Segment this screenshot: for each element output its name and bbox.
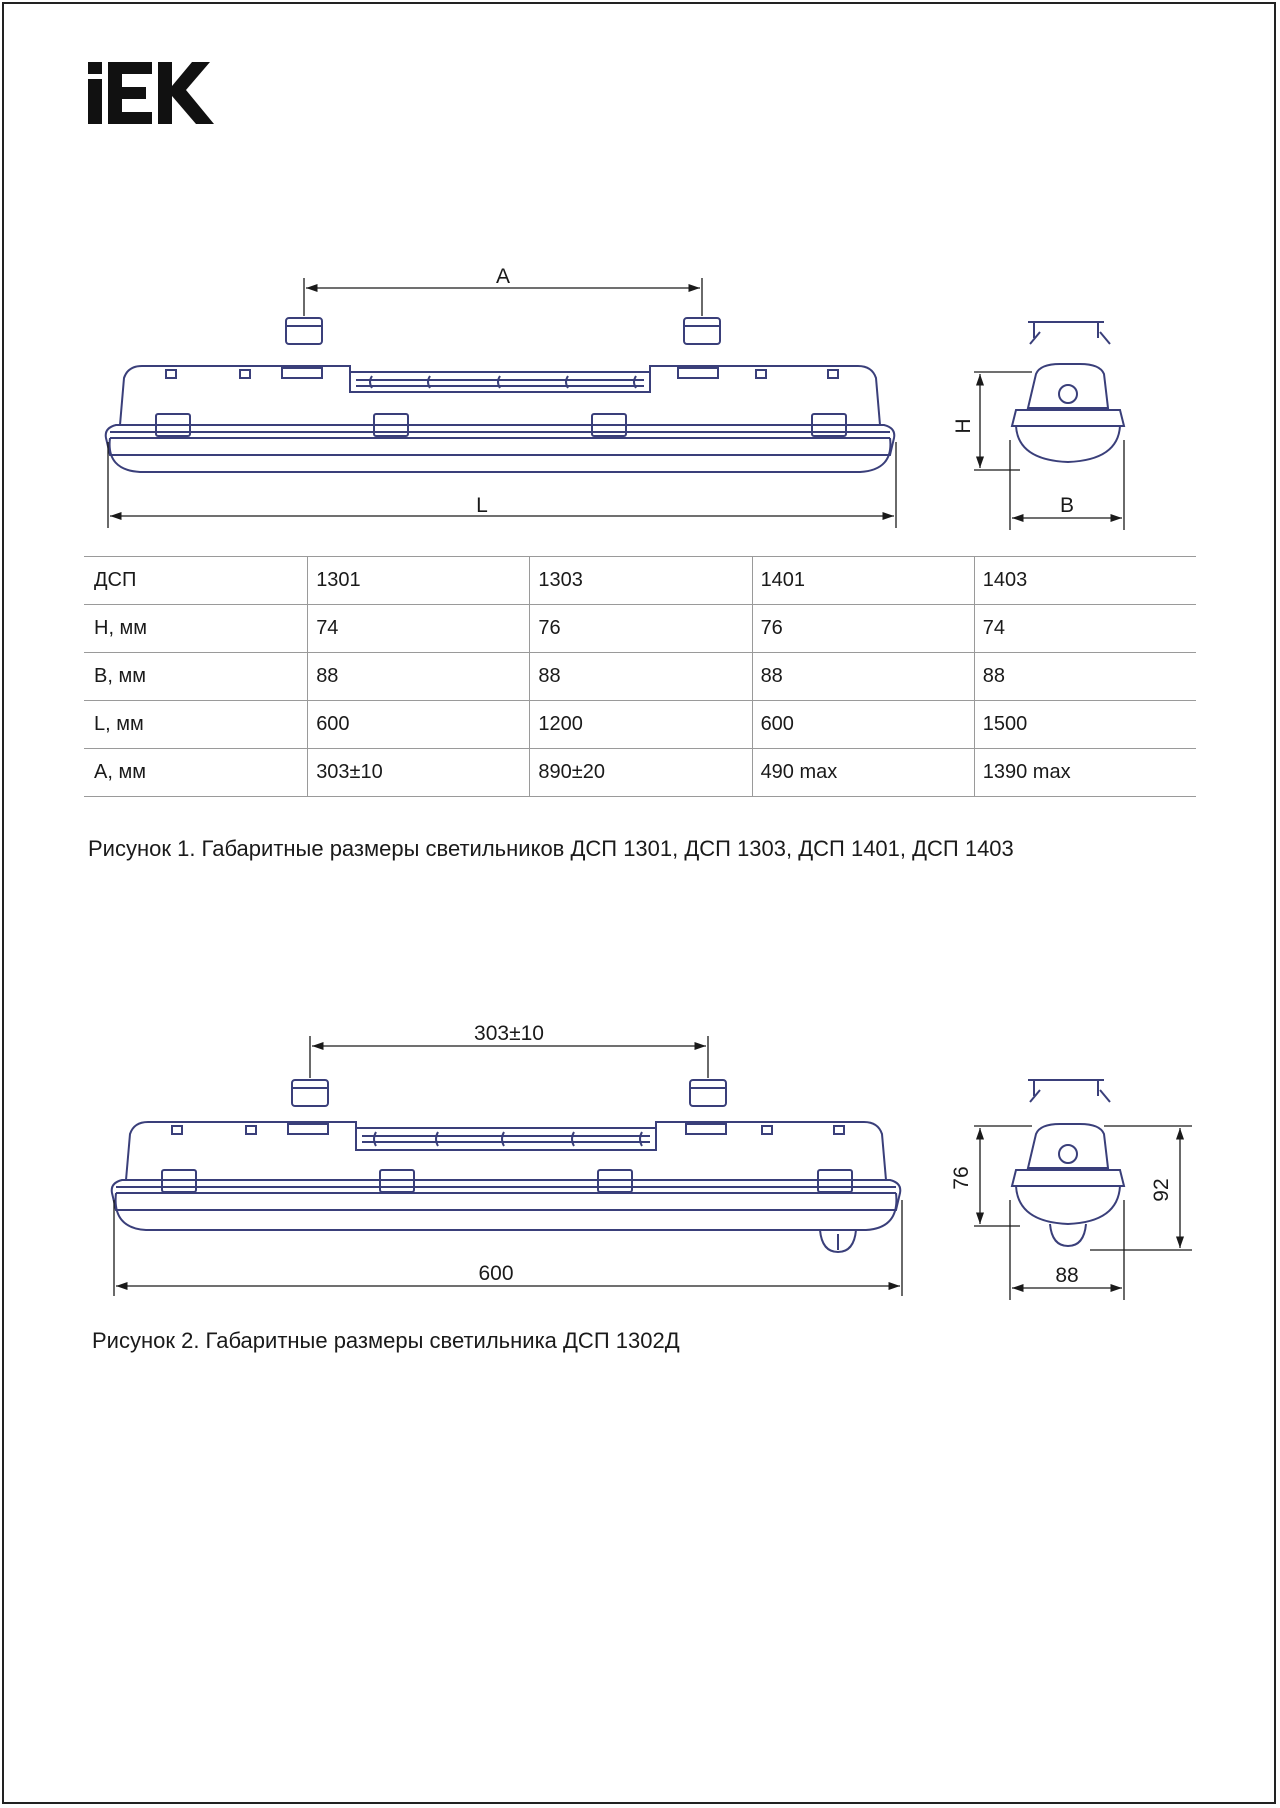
fig1-dim-l: L — [476, 494, 488, 517]
fig2-dim-a: 303±10 — [474, 1022, 544, 1045]
table-row — [84, 653, 1196, 701]
table-row — [84, 605, 1196, 653]
fig1-end-view — [1012, 322, 1124, 462]
fig1-dim-h: H — [952, 418, 975, 434]
table-cell: 1390 max — [974, 749, 1196, 797]
table-cell: 88 — [530, 653, 752, 701]
table-cell: 490 max — [752, 749, 974, 797]
row-label: H, мм — [84, 605, 308, 653]
table-cell: 600 — [308, 701, 530, 749]
table-cell: 88 — [752, 653, 974, 701]
table-cell: 1401 — [752, 557, 974, 605]
row-label: L, мм — [84, 701, 308, 749]
table-cell: 76 — [530, 605, 752, 653]
fig1-end-dimensions — [974, 372, 1124, 530]
table-cell: 1200 — [530, 701, 752, 749]
table-cell: 890±20 — [530, 749, 752, 797]
table-cell: 1500 — [974, 701, 1196, 749]
fig1-front-view — [106, 318, 895, 472]
fig2-end-view — [1012, 1080, 1124, 1246]
table-cell: 88 — [308, 653, 530, 701]
row-label: ДСП — [84, 557, 308, 605]
fig2-end-dimensions — [974, 1126, 1192, 1300]
spec-table — [84, 556, 1196, 797]
table-cell: 600 — [752, 701, 974, 749]
table-cell: 303±10 — [308, 749, 530, 797]
fig2-dim-h2: 92 — [1150, 1178, 1173, 1202]
figure2-caption: Рисунок 2. Габаритные размеры светильника ДСП 1302Д — [92, 1328, 680, 1353]
fig1-dim-b: B — [1059, 494, 1075, 517]
fig2-dimensions — [114, 1036, 902, 1296]
fig2-front-view — [112, 1080, 901, 1252]
figure1-caption: Рисунок 1. Габаритные размеры светильников ДСП 1301, ДСП 1303, ДСП 1401, ДСП 1403 — [88, 836, 1014, 861]
table-row — [84, 749, 1196, 797]
fig2-dim-b: 88 — [1055, 1264, 1079, 1287]
row-label: A, мм — [84, 749, 308, 797]
table-cell: 76 — [752, 605, 974, 653]
table-cell: 1301 — [308, 557, 530, 605]
table-row — [84, 701, 1196, 749]
fig1-dim-a: A — [495, 265, 511, 288]
table-cell: 88 — [974, 653, 1196, 701]
table-cell: 1403 — [974, 557, 1196, 605]
table-cell: 74 — [308, 605, 530, 653]
table-cell: 1303 — [530, 557, 752, 605]
row-label: B, мм — [84, 653, 308, 701]
fig1-dimensions — [108, 278, 896, 528]
table-row — [84, 557, 1196, 605]
fig2-dim-l: 600 — [478, 1262, 514, 1285]
table-cell: 74 — [974, 605, 1196, 653]
fig2-dim-h1: 76 — [950, 1166, 973, 1190]
